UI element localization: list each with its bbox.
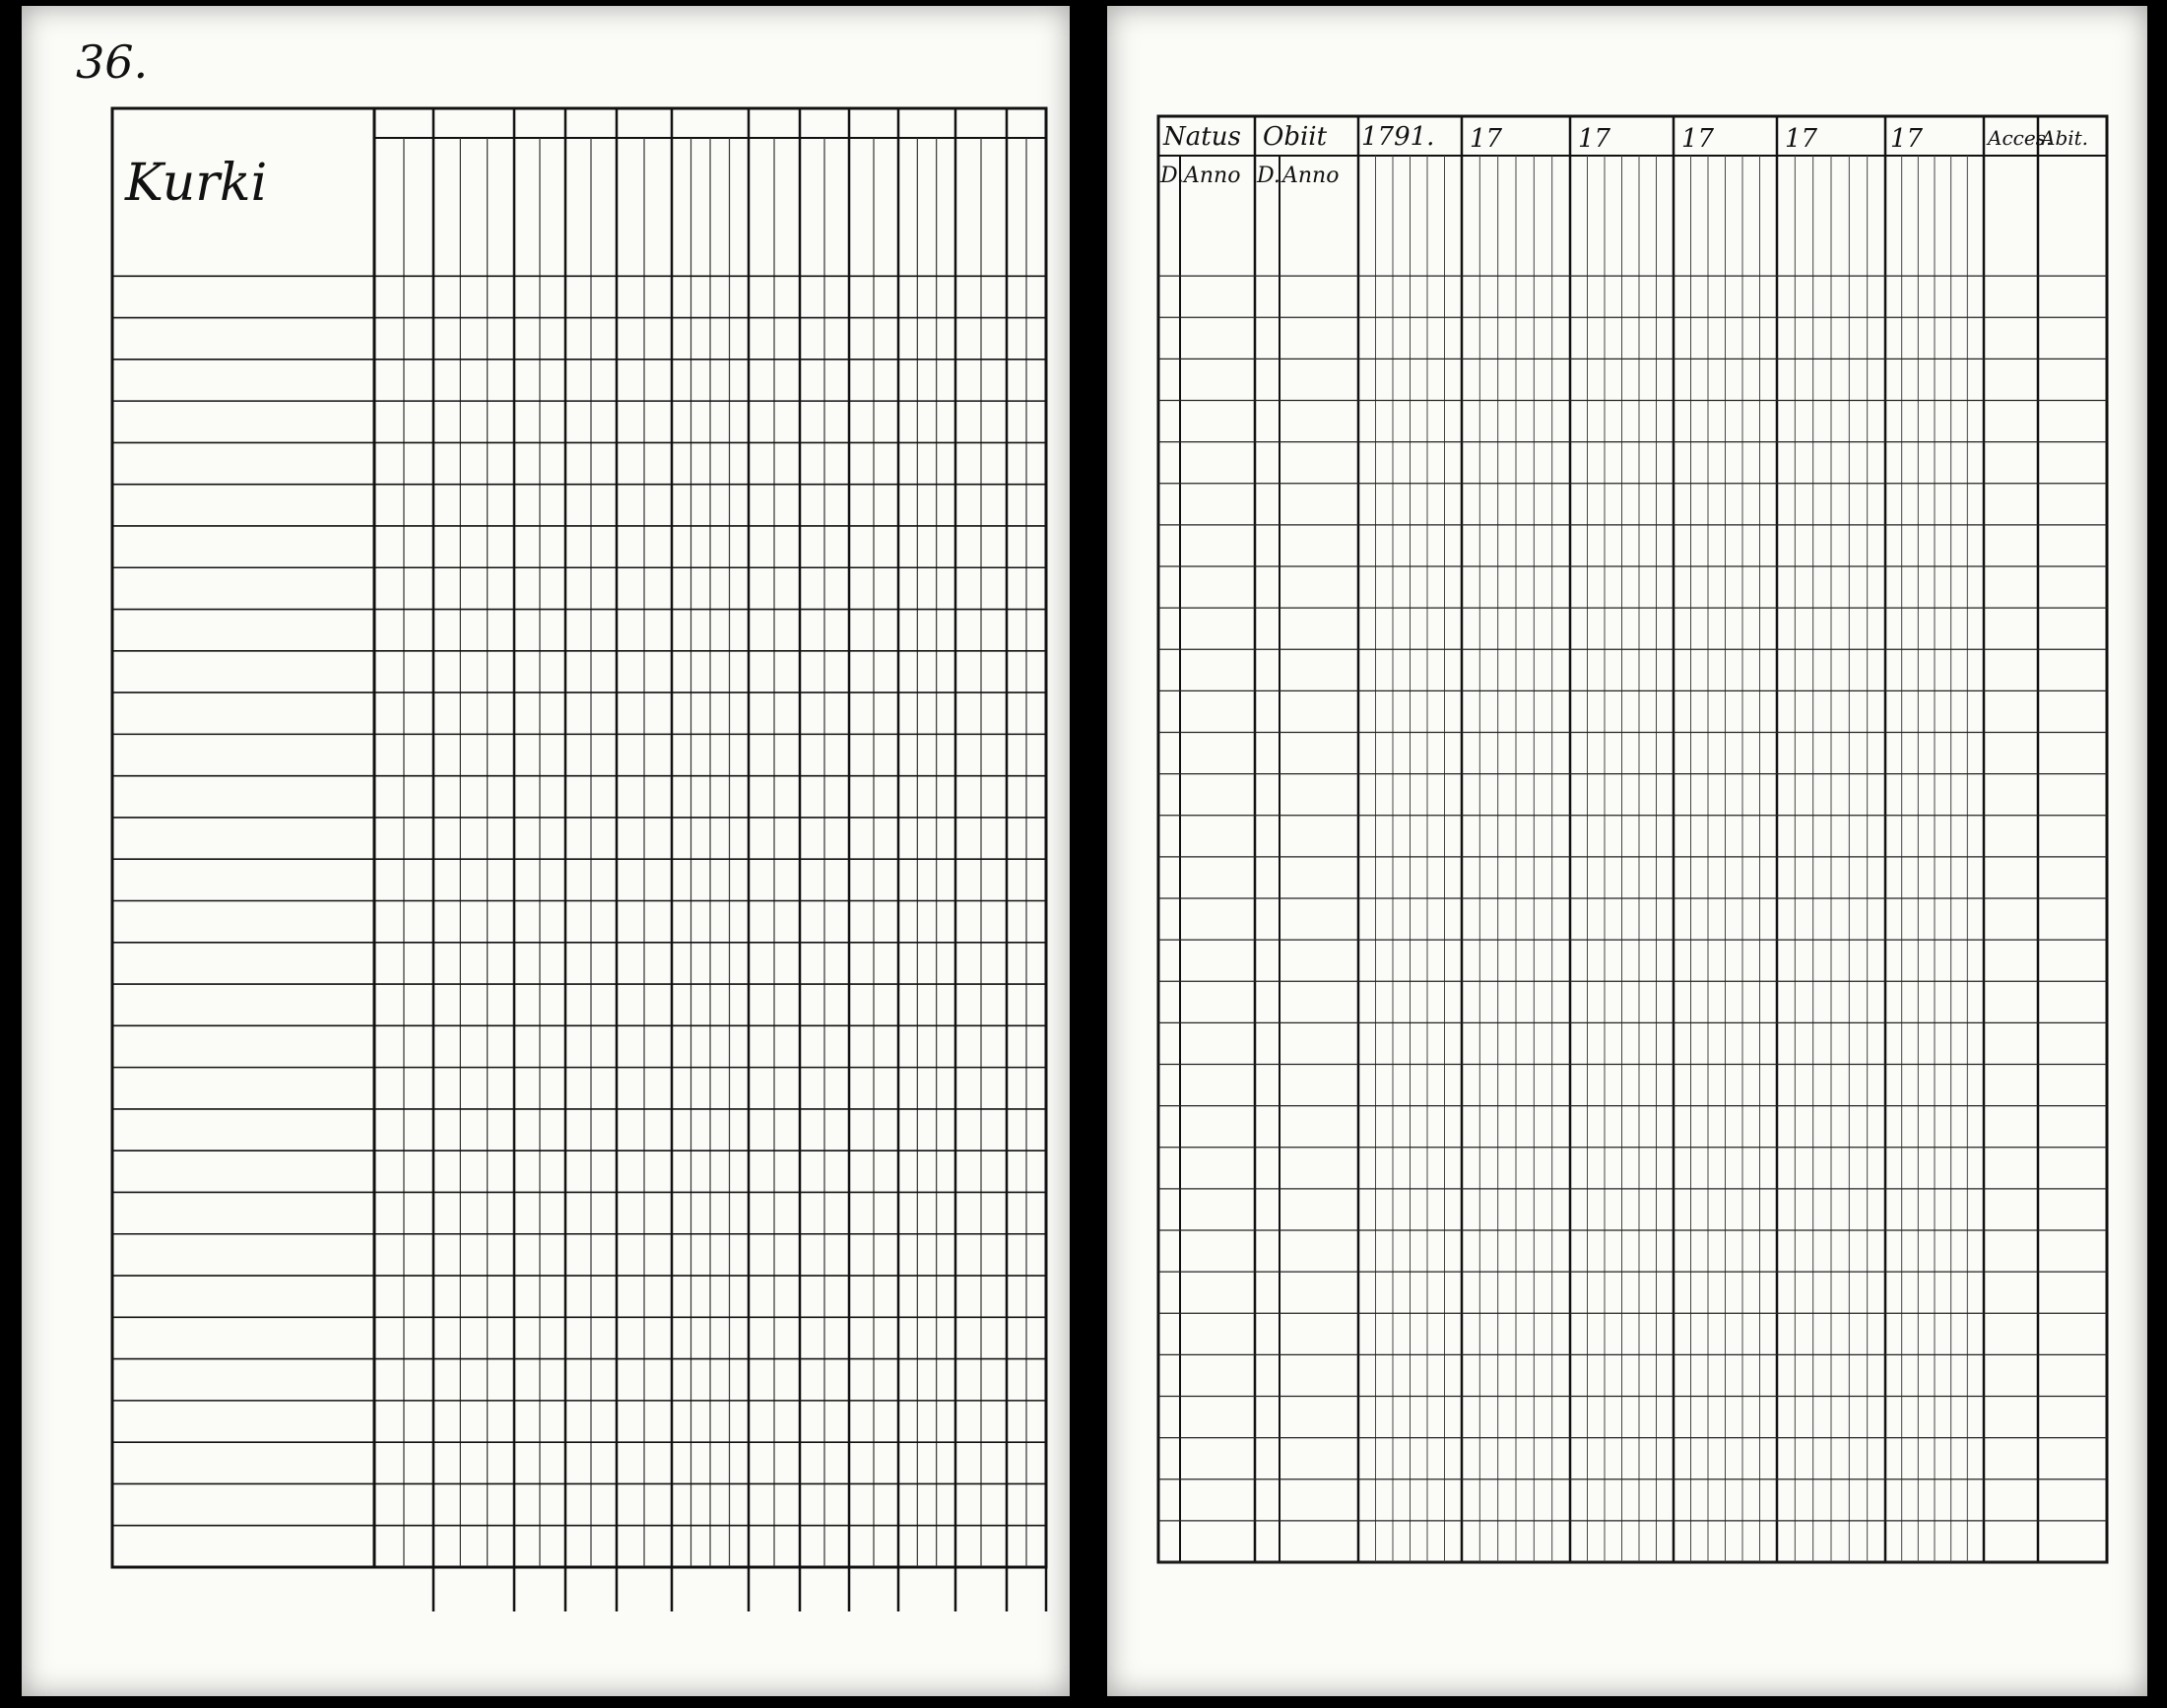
year-header-5: 17 bbox=[1785, 124, 1818, 154]
year-header-4: 17 bbox=[1681, 124, 1715, 154]
natus-anno-subheader: Anno bbox=[1184, 164, 1241, 188]
year-header-6: 17 bbox=[1890, 124, 1924, 154]
natus-header: Natus bbox=[1163, 122, 1241, 152]
year-header-1: 1791. bbox=[1361, 122, 1435, 152]
right-page-grid bbox=[1107, 6, 2147, 1696]
obiit-day-subheader: D. bbox=[1257, 164, 1280, 188]
accessit-header: Acces. bbox=[1988, 126, 2053, 150]
left-register-page bbox=[22, 6, 1070, 1696]
abiit-header: Abit. bbox=[2041, 126, 2089, 150]
page-number: 36. bbox=[76, 35, 149, 89]
year-header-2: 17 bbox=[1470, 124, 1503, 154]
year-header-3: 17 bbox=[1578, 124, 1611, 154]
obiit-anno-subheader: Anno bbox=[1282, 164, 1340, 188]
natus-day-subheader: D. bbox=[1160, 164, 1184, 188]
parish-heading: Kurki bbox=[125, 154, 268, 213]
left-page-grid bbox=[22, 6, 1070, 1696]
right-register-page bbox=[1107, 6, 2147, 1696]
obiit-header: Obiit bbox=[1263, 122, 1328, 152]
